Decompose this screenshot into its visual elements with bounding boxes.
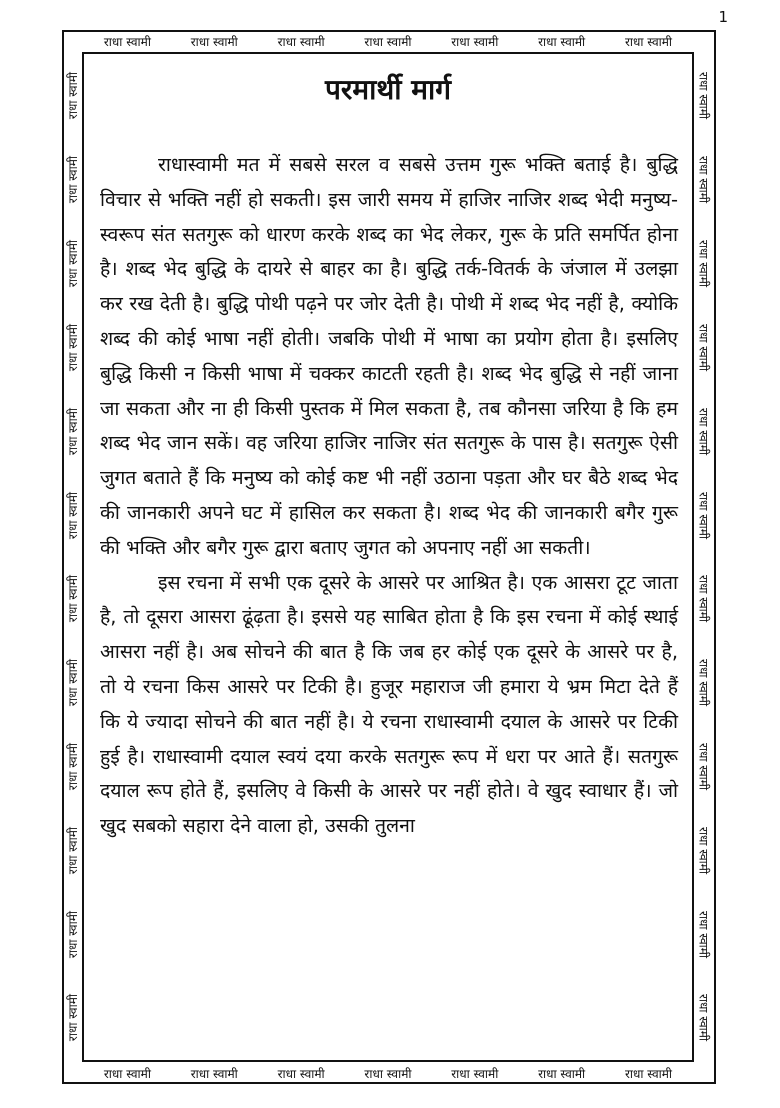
border-label: राधा स्वामी xyxy=(65,156,80,204)
border-label: राधा स्वामी xyxy=(538,34,586,49)
border-label: राधा स्वामी xyxy=(696,910,711,958)
border-label: राधा स्वामी xyxy=(696,72,711,120)
border-label: राधा स्वामी xyxy=(696,156,711,204)
border-label: राधा स्वामी xyxy=(364,34,412,49)
border-label: राधा स्वामी xyxy=(538,1066,586,1081)
border-label: राधा स्वामी xyxy=(190,34,238,49)
border-label: राधा स्वामी xyxy=(277,34,325,49)
border-label: राधा स्वामी xyxy=(277,1066,325,1081)
border-label: राधा स्वामी xyxy=(65,323,80,371)
page-number: 1 xyxy=(718,8,728,26)
border-right xyxy=(695,54,713,1060)
border-label: राधा स्वामी xyxy=(65,72,80,120)
border-label: राधा स्वामी xyxy=(65,994,80,1042)
border-label: राधा स्वामी xyxy=(696,240,711,288)
border-label: राधा स्वामी xyxy=(103,34,151,49)
border-label: राधा स्वामी xyxy=(624,34,673,49)
border-label: राधा स्वामी xyxy=(65,659,80,707)
border-label: राधा स्वामी xyxy=(696,575,711,623)
page-title: परमार्थी मार्ग xyxy=(324,73,451,106)
border-top xyxy=(84,31,692,51)
border-label: राधा स्वामी xyxy=(696,743,711,791)
paragraph: राधास्वामी मत में सबसे सरल व सबसे उत्तम गुरू भक्ति बताई है। बुद्धि विचार से भक्ति नहीं हो सकती। इस जारी समय में हाजिर नाजिर शब्द भेदी मनुष्य-स्वरूप संत सतगुरू को धारण करके शब्द का भेद लेकर, गुरू के प्रति समर्पित होना है। शब्द भेद बुद्धि के दायरे से बाहर का है। बुद्धि तर्क-वितर्क के जंजाल में उलझा कर रख देती है। बुद्धि पोथी पढ़ने पर जोर देती है। पोथी में शब्द भेद नहीं है, क्योकि शब्द की कोई भाषा नहीं होती। जबकि पोथी में भाषा का प्रयोग होता है। इसलिए बुद्धि किसी न किसी भाषा में चक्कर काटती रहती है। शब्द भेद बुद्धि से नहीं जाना जा सकता और ना ही किसी पुस्तक में मिल सकता है, तब कौनसा जरिया है कि हम शब्द भेद जान सकें। वह जरिया हाजिर नाजिर संत सतगुरू के पास है। सतगुरू ऐसी जुगत बताते हैं कि मनुष्य को कोई कष्ट भी नहीं उठाना पड़ता और घर बैठे शब्द भेद की जानकारी अपने घट में हासिल कर सकता है। शब्द भेद की जानकारी बगैर गुरू की भक्ति और बगैर गुरू द्वारा बताए जुगत को अपनाए नहीं आ सकती। xyxy=(100,153,678,559)
border-label: राधा स्वामी xyxy=(65,575,80,623)
border-label: राधा स्वामी xyxy=(451,1066,499,1081)
border-label: राधा स्वामी xyxy=(65,491,80,539)
border-label: राधा स्वामी xyxy=(624,1066,673,1081)
border-label: राधा स्वामी xyxy=(65,407,80,455)
border-label: राधा स्वामी xyxy=(696,994,711,1042)
border-label: राधा स्वामी xyxy=(65,826,80,874)
border-label: राधा स्वामी xyxy=(696,826,711,874)
border-label: राधा स्वामी xyxy=(103,1066,151,1081)
border-left xyxy=(63,54,81,1060)
border-label: राधा स्वामी xyxy=(65,910,80,958)
border-label: राधा स्वामी xyxy=(451,34,499,49)
border-label: राधा स्वामी xyxy=(190,1066,238,1081)
border-bottom xyxy=(84,1063,692,1083)
paragraph: इस रचना में सभी एक दूसरे के आसरे पर आश्रित है। एक आसरा टूट जाता है, तो दूसरा आसरा ढूंढ़ता है। इससे यह साबित होता है कि इस रचना में कोई स्थाई आसरा नहीं है। अब सोचने की बात है कि जब हर कोई एक दूसरे के आसरे पर है, तो ये रचना किस आसरे पर टिकी है। हुजूर महाराज जी हमारा ये भ्रम मिटा देते हैं कि ये ज्यादा सोचने की बात नहीं है। ये रचना राधास्वामी दयाल के आसरे पर टिकी हुई है। राधास्वामी दयाल स्वयं दया करके सतगुरू रूप में धरा पर आते हैं। सतगुरू दयाल रूप होते हैं, इसलिए वे किसी के आसरे पर नहीं होते। वे खुद स्वाधार हैं। जो खुद सबको सहारा देने वाला हो, उसकी तुलना xyxy=(100,570,678,838)
border-label: राधा स्वामी xyxy=(364,1066,412,1081)
border-label: राधा स्वामी xyxy=(65,240,80,288)
border-label: राधा स्वामी xyxy=(696,323,711,371)
border-label: राधा स्वामी xyxy=(696,659,711,707)
border-label: राधा स्वामी xyxy=(696,491,711,539)
border-label: राधा स्वामी xyxy=(696,407,711,455)
body-text xyxy=(100,148,678,844)
border-label: राधा स्वामी xyxy=(65,743,80,791)
